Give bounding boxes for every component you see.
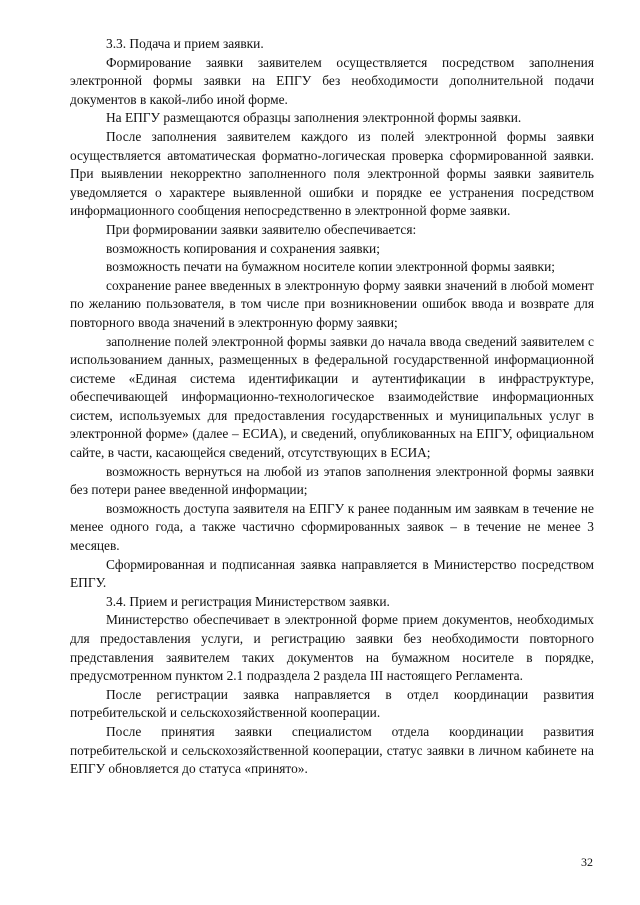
paragraph: Министерство обеспечивает в электронной форме прием документов, необходимых для предоставления услуги, и регистрацию заявки без необходимости повторного представления заявителем таких документов на бумажном носителе в порядке, предусмотренном пунктом 2.1 подраздела 2 раздела III настоящего Регламента. [70, 612, 594, 684]
list-item: заполнение полей электронной формы заявки до начала ввода сведений заявителем с использованием данных, размещенных в федеральной государственной информационной системе «Единая система идентификации и аутентификации в инфраструктуре, обеспечивающей информационно-технологическое взаимодействие информационных систем, используемых для предоставления государственных и муниципальных услуг в электронной форме» (далее – ЕСИА), и сведений, опубликованных на ЕПГУ, официальном сайте, в части, касающейся сведений, отсутствующих в ЕСИА; [70, 333, 594, 461]
section-heading-3-3: 3.3. Подача и прием заявки. [106, 36, 264, 51]
paragraph: Сформированная и подписанная заявка направляется в Министерство посредством ЕПГУ. [70, 556, 594, 591]
list-item: возможность вернуться на любой из этапов заполнения электронной формы заявки без потери ранее введенной информации; [70, 463, 594, 498]
paragraph: После принятия заявки специалистом отдела координации развития потребительской и сельскохозяйственной кооперации, статус заявки в личном кабинете на ЕПГУ обновляется до статуса «принято». [70, 723, 594, 777]
paragraph: После регистрации заявка направляется в отдел координации развития потребительской и сельскохозяйственной кооперации. [70, 686, 594, 721]
section-heading-3-4: 3.4. Прием и регистрация Министерством заявки. [106, 593, 390, 609]
paragraph: Формирование заявки заявителем осуществляется посредством заполнения электронной формы заявки на ЕПГУ без необходимости дополнительной подачи документов в какой-либо иной форме. [70, 54, 594, 107]
paragraph: На ЕПГУ размещаются образцы заполнения электронной формы заявки. [106, 110, 522, 126]
list-item: возможность доступа заявителя на ЕПГУ к ранее поданным им заявкам в течение не менее одного года, а также частично сформированных заявок – в течение не менее 3 месяцев. [70, 500, 594, 554]
page-number: 32 [581, 855, 593, 869]
list-item: сохранение ранее введенных в электронную форму заявки значений в любой момент по желанию пользователя, в том числе при возникновении ошибок ввода и возврате для повторного ввода значений в электронную форму заявки; [70, 277, 594, 330]
list-item: возможность печати на бумажном носителе копии электронной формы заявки; [106, 259, 555, 275]
paragraph: После заполнения заявителем каждого из полей электронной формы заявки осуществляется автоматическая форматно-логическая проверка сформированной заявки. При выявлении некорректно заполненного поля электронной формы заявки заявитель уведомляется о характере выявленной ошибки и порядке ее устранения посредством информационного сообщения непосредственно в электронной форме заявки. [70, 128, 594, 219]
list-item: возможность копирования и сохранения заявки; [106, 240, 380, 256]
paragraph: При формировании заявки заявителю обеспечивается: [106, 221, 417, 237]
